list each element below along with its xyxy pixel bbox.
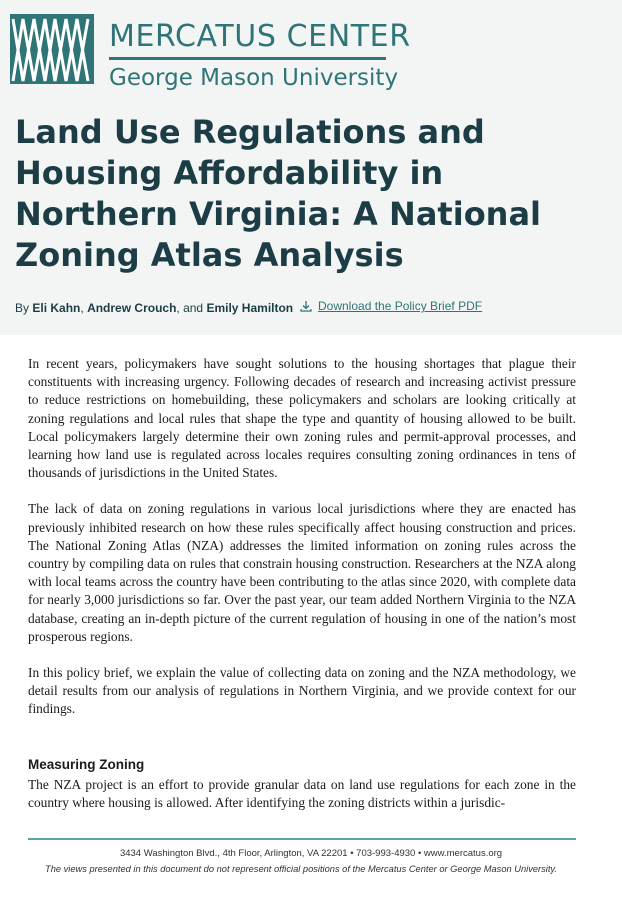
author-link[interactable]: Eli Kahn	[32, 301, 81, 315]
download-pdf-link[interactable]	[300, 299, 482, 313]
mercatus-zigzag-mark-icon	[10, 14, 94, 84]
byline	[15, 301, 293, 315]
author-link[interactable]: Emily Hamilton	[206, 301, 294, 315]
logo-wordmark-line2: George Mason University	[109, 65, 399, 91]
logo-wordmark-line1: MERCATUS CENTER	[109, 19, 411, 54]
byline-prefix: By	[15, 301, 30, 315]
footer-address: 3434 Washington Blvd., 4th Floor, Arlington, VA 22201 • 703-993-4930 • www.mercatus.org	[119, 848, 503, 859]
mercatus-logo[interactable]	[10, 14, 411, 91]
page-header	[0, 0, 622, 335]
intro-text	[28, 355, 576, 737]
page-title: Land Use Regulations and Housing Affordability in Northern Virginia: A National Zoning Atlas Analysis	[15, 113, 542, 274]
paragraph: The lack of data on zoning regulations in various local jurisdictions where they are enacted has previously inhibited research on how these rules specifically affect housing construction and prices. The National Zoning Atlas (NZA) addresses the limited information on zoning rules across the country by compiling data on rules that constrain housing construction. Researchers at the NZA along with local teams across the country have been contributing to the atlas since 2020, with complete data for nearly 3,000 jurisdictions so far. Over the past year, our team added Northern Virginia to the NZA database, creating an in-depth picture of the current regulation of housing in one of the nation’s most prosperous regions.	[28, 501, 576, 644]
footer-disclaimer: The views presented in this document do not represent official positions of the Mercatus Center or George Mason University.	[45, 864, 557, 874]
paragraph: In recent years, policymakers have sought solutions to the housing shortages that plague their constituents with increasing urgency. Following decades of research and increasing activist pressure to reduce restrictions on homebuilding, these policymakers and scholars are looking critically at zoning regulations and local rules that shape the type and quantity of housing allowed to be built. Local policymakers largely determine their own zoning rules and permit-approval processes, and learning how land use is regulated across locales requires consulting zoning ordinances in tens of thousands of jurisdictions in the United States.	[28, 356, 576, 481]
footer-divider	[28, 838, 576, 840]
section-heading: Measuring Zoning	[28, 757, 145, 772]
author-link[interactable]: Andrew Crouch	[87, 301, 177, 315]
download-pdf-label[interactable]: Download the Policy Brief PDF	[318, 299, 483, 313]
byline-separator: ,	[80, 301, 84, 315]
logo-divider	[109, 57, 386, 60]
byline-separator: , and	[176, 301, 204, 315]
paragraph: In this policy brief, we explain the value of collecting data on zoning and the NZA methodology, we detail results from our analysis of regulations in Northern Virginia, and we provide context for our findings.	[28, 665, 576, 717]
download-icon	[300, 300, 312, 312]
section-paragraph: The NZA project is an effort to provide granular data on land use regulations for each zone in the country where housing is allowed. After identifying the zoning districts within a jurisdic-	[28, 777, 576, 811]
